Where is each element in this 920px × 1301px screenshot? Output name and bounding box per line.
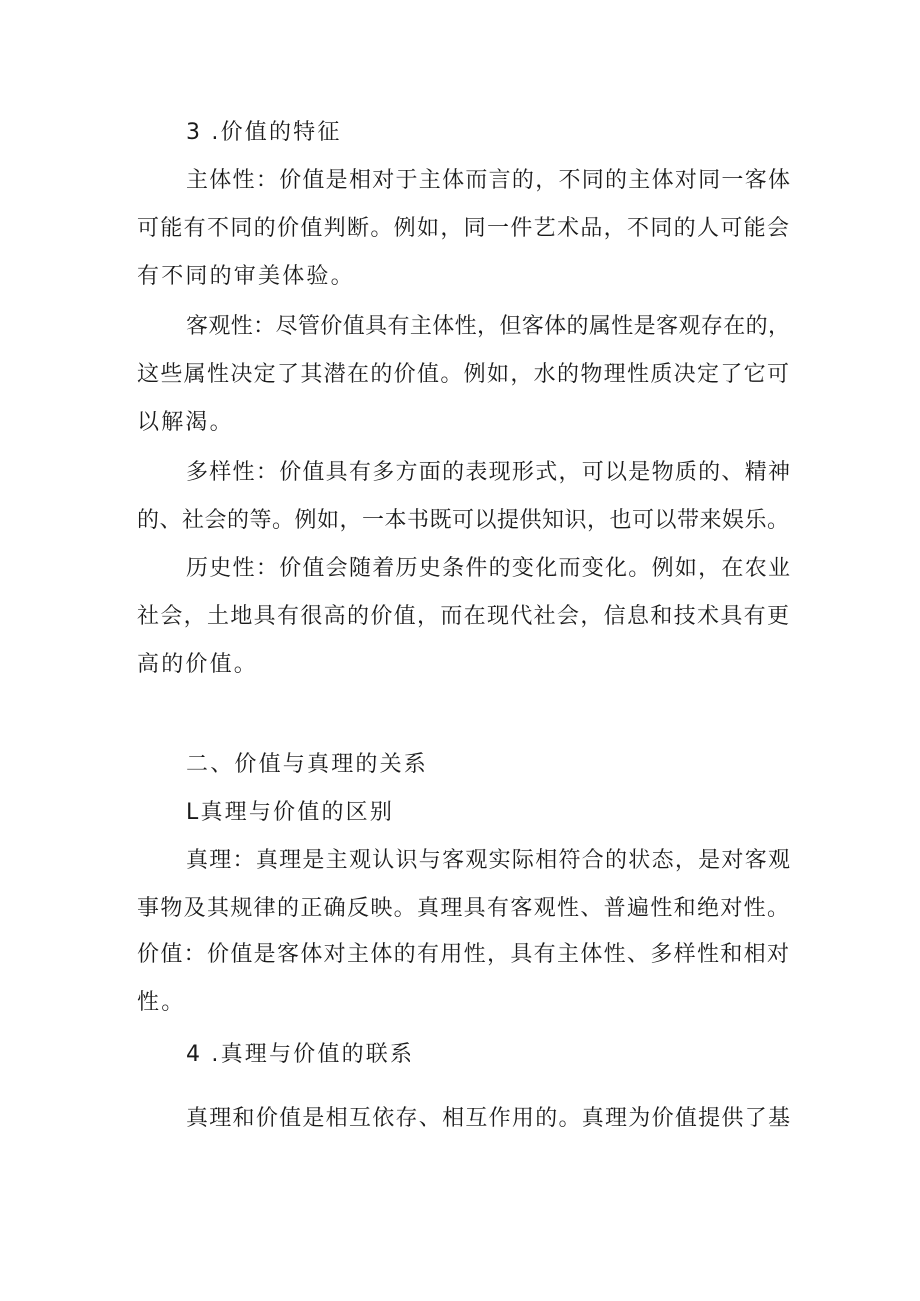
heading-difference: L真理与价值的区别: [186, 800, 395, 825]
paragraph-historicity-line-3: 高的价值。: [137, 652, 259, 677]
paragraph-historicity-line-1: 历史性：价值会随着历史条件的变化而变化。例如，在农业: [186, 556, 790, 581]
paragraph-objectivity-line-3: 以解渴。: [137, 410, 234, 435]
paragraph-subjectivity-line-2: 可能有不同的价值判断。例如，同一件艺术品，不同的人可能会: [137, 216, 789, 241]
paragraph-truth-line-1: 真理：真理是主观认识与客观实际相符合的状态，是对客观: [186, 848, 790, 873]
heading-value-characteristics: 3 .价值的特征: [186, 120, 342, 145]
paragraph-subjectivity-line-3: 有不同的审美体验。: [137, 264, 355, 289]
paragraph-diversity-line-2: 的、社会的等。例如，一本书既可以提供知识，也可以带来娱乐。: [137, 508, 789, 533]
paragraph-value-line-2: 性。: [137, 990, 186, 1015]
paragraph-objectivity-line-2: 这些属性决定了其潜在的价值。例如，水的物理性质决定了它可: [137, 362, 789, 387]
paragraph-historicity-line-2: 社会，土地具有很高的价值，而在现代社会，信息和技术具有更: [137, 604, 789, 629]
paragraph-truth-line-2: 事物及其规律的正确反映。真理具有客观性、普遍性和绝对性。: [137, 896, 789, 921]
paragraph-objectivity-line-1: 客观性：尽管价值具有主体性，但客体的属性是客观存在的，: [186, 314, 790, 339]
paragraph-relation-line-1: 真理和价值是相互依存、相互作用的。真理为价值提供了基: [186, 1106, 790, 1131]
paragraph-subjectivity-line-1: 主体性：价值是相对于主体而言的，不同的主体对同一客体: [186, 168, 790, 193]
paragraph-value-line-1: 价值：价值是客体对主体的有用性，具有主体性、多样性和相对: [137, 942, 789, 967]
heading-connection: 4 .真理与价值的联系: [186, 1042, 415, 1067]
paragraph-diversity-line-1: 多样性：价值具有多方面的表现形式，可以是物质的、精神: [186, 460, 790, 485]
section-title-value-and-truth: 二、价值与真理的关系: [186, 752, 429, 777]
